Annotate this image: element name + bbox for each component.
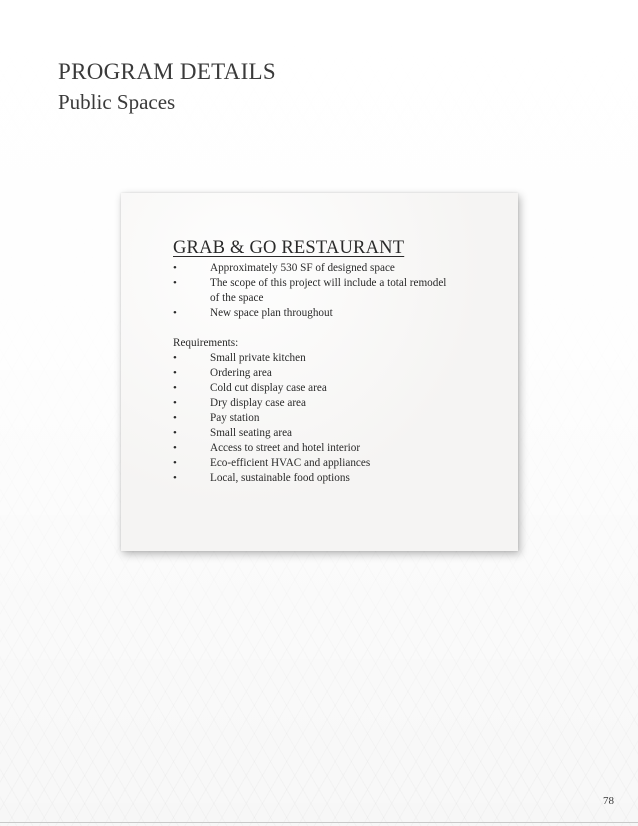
list-item-text: Small private kitchen — [210, 352, 306, 364]
list-item — [173, 426, 473, 441]
bullet-icon: • — [173, 412, 177, 424]
list-item — [173, 471, 473, 486]
bullet-icon: • — [173, 367, 177, 379]
list-item — [173, 366, 473, 381]
list-item — [173, 381, 473, 396]
list-item — [173, 276, 453, 306]
list-item-text: Local, sustainable food options — [210, 472, 350, 484]
bullet-icon: • — [173, 442, 177, 454]
bullet-icon: • — [173, 472, 177, 484]
requirements-list — [173, 351, 473, 486]
page-number: 78 — [603, 795, 614, 807]
bullet-icon: • — [173, 382, 177, 394]
list-item — [173, 261, 453, 276]
list-item-text: The scope of this project will include a total remodel of the space — [210, 277, 447, 304]
card-content — [173, 237, 473, 486]
list-item-text: Ordering area — [210, 367, 272, 379]
list-item-text: New space plan throughout — [210, 307, 333, 319]
bullet-icon: • — [173, 262, 177, 274]
bullet-icon: • — [173, 307, 177, 319]
requirements-label: Requirements: — [173, 337, 239, 349]
list-item — [173, 396, 473, 411]
list-item-text: Small seating area — [210, 427, 293, 439]
card-title: GRAB & GO RESTAURANT — [173, 238, 405, 258]
list-item — [173, 411, 473, 426]
list-item-text: Access to street and hotel interior — [210, 442, 361, 454]
list-item-text: Cold cut display case area — [210, 382, 327, 394]
page-subtitle: Public Spaces — [58, 90, 176, 114]
bullet-icon: • — [173, 457, 177, 469]
bottom-divider — [0, 822, 638, 823]
bullet-icon: • — [173, 352, 177, 364]
page-title: PROGRAM DETAILS — [58, 59, 276, 84]
bullet-icon: • — [173, 427, 177, 439]
list-item-text: Eco-efficient HVAC and appliances — [210, 457, 371, 469]
list-item — [173, 306, 453, 321]
list-item — [173, 441, 473, 456]
intro-list — [173, 261, 453, 321]
list-item-text: Pay station — [210, 412, 260, 424]
page-header — [58, 58, 276, 116]
bullet-icon: • — [173, 397, 177, 409]
list-item — [173, 351, 473, 366]
program-card — [121, 193, 518, 551]
list-item-text: Dry display case area — [210, 397, 306, 409]
list-item-text: Approximately 530 SF of designed space — [210, 262, 395, 274]
bullet-icon: • — [173, 277, 177, 289]
list-item — [173, 456, 473, 471]
